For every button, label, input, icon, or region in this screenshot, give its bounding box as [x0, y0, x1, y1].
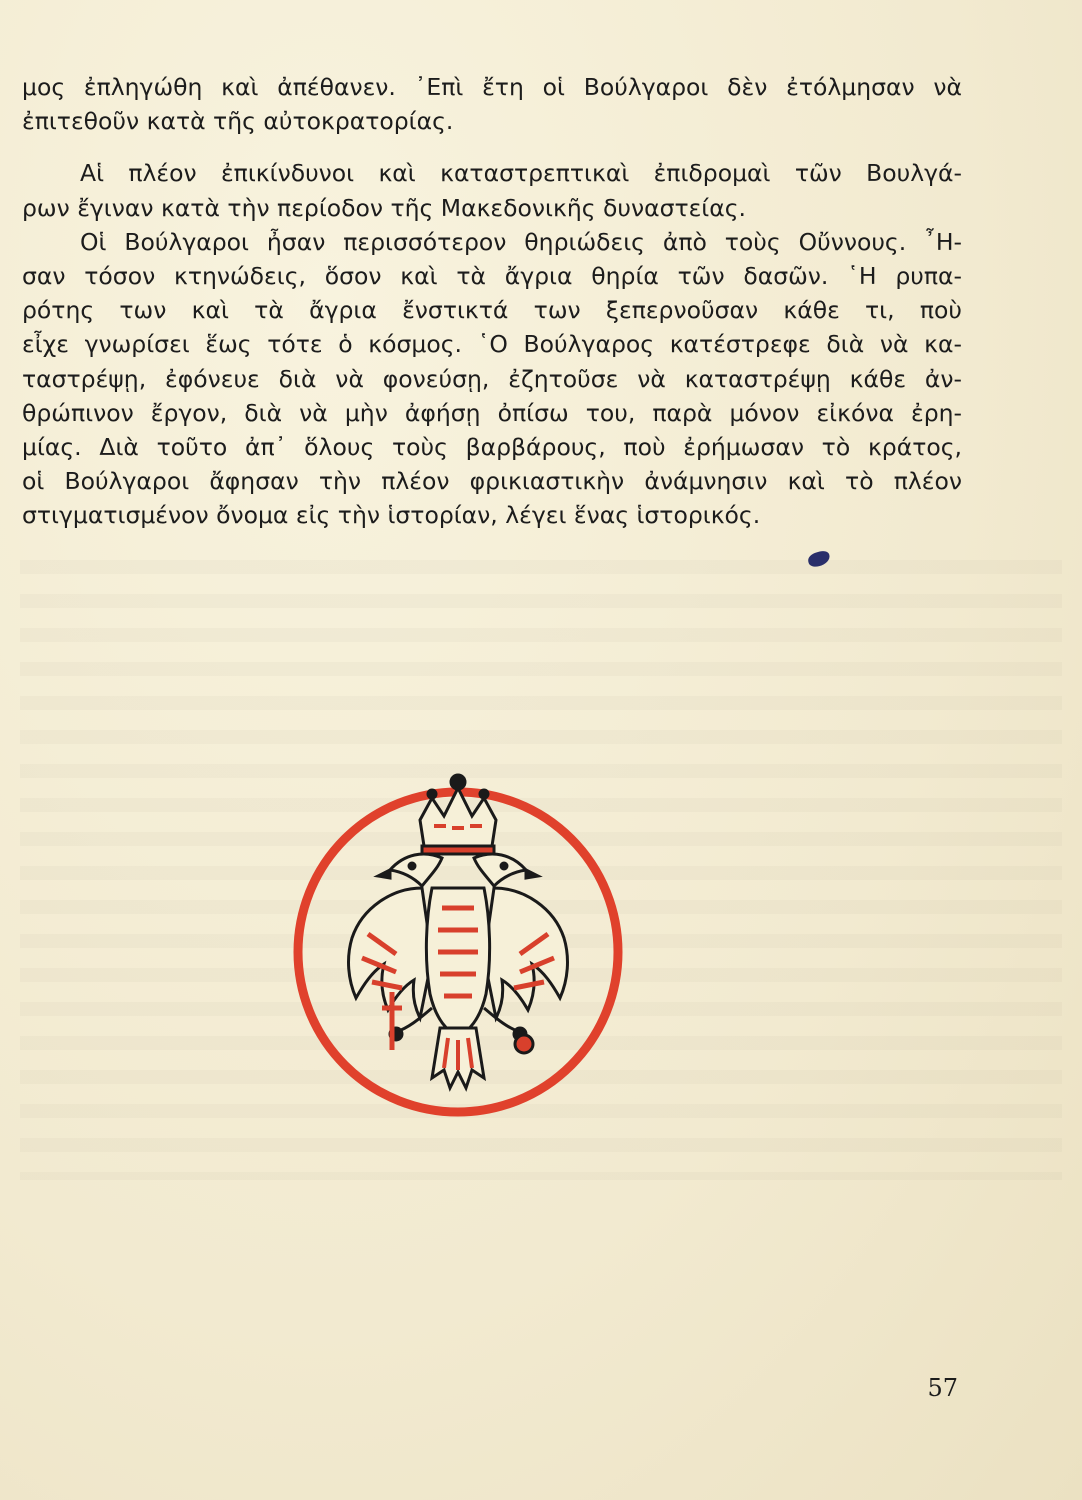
text-line: μίας. Διὰ τοῦτο ἀπ᾿ ὅλους τοὺς βαρβάρους, ποὺ ἐρήμωσαν τὸ κράτος,	[22, 433, 962, 462]
eagle-tail	[432, 1028, 484, 1088]
eagle-body	[426, 888, 489, 1036]
text-line: εἶχε γνωρίσει ἕως τότε ὁ κόσμος. ῾Ο Βούλγαρος κατέστρεφε διὰ νὰ κα-	[22, 330, 962, 359]
eagle-heads	[378, 854, 538, 886]
text-line: μος ἐπληγώθη καὶ ἀπέθανεν. ᾿Επὶ ἔτη οἱ Βούλγαροι δὲν ἐτόλμησαν νὰ	[22, 73, 962, 101]
text-line: ταστρέψῃ, ἐφόνευε διὰ νὰ φονεύσῃ, ἐζητοῦσε νὰ καταστρέψῃ κάθε ἀν-	[22, 364, 962, 393]
text-line: ρων ἔγιναν κατὰ τὴν περίοδον τῆς Μακεδονικῆς δυναστείας.	[22, 193, 747, 222]
text-line: ἐπιτεθοῦν κατὰ τῆς αὐτοκρατορίας.	[22, 107, 454, 136]
page-number: 57	[927, 1374, 958, 1402]
text-line: ρότης των καὶ τὰ ἄγρια ἔνστικτά των ξεπερνοῦσαν κάθε τι, ποὺ	[22, 296, 962, 325]
paragraph-1	[22, 70, 962, 138]
text-line: Αἱ πλέον ἐπικίνδυνοι καὶ καταστρεπτικαὶ ἐπιδρομαὶ τῶν Βουλγά-	[80, 159, 962, 188]
paragraph-2	[22, 156, 962, 224]
text-line: Οἱ Βούλγαροι ἦσαν περισσότερον θηριώδεις ἀπὸ τοὺς Οὔννους. ῏Η-	[80, 227, 962, 256]
text-line: θρώπινον ἔργον, διὰ νὰ μὴν ἀφήσῃ ὀπίσω του, παρὰ μόνον εἰκόνα ἐρη-	[22, 398, 962, 427]
ink-blot	[807, 549, 832, 568]
crown	[420, 775, 496, 854]
text-line: στιγματισμένον ὄνομα εἰς τὴν ἱστορίαν, λέγει ἕνας ἱστορικός.	[22, 501, 761, 530]
orb	[515, 1035, 533, 1053]
body-text	[22, 70, 962, 533]
text-line: οἱ Βούλγαροι ἄφησαν τὴν πλέον φρικιαστικὴν ἀνάμνησιν καὶ τὸ πλέον	[22, 467, 962, 496]
double-headed-eagle-icon	[292, 758, 624, 1120]
text-line: σαν τόσον κτηνώδεις, ὅσον καὶ τὰ ἄγρια θηρία τῶν δασῶν. ῾Η ρυπα-	[22, 262, 962, 291]
paragraph-3	[22, 225, 962, 533]
